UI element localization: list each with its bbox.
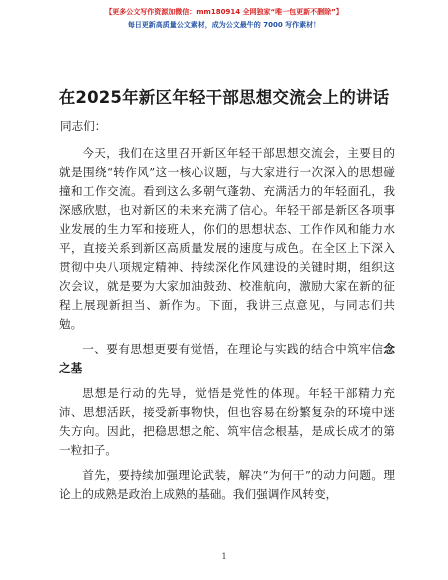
greeting: 同志们： xyxy=(60,119,107,133)
section-heading-1-bold: 念之基 xyxy=(59,342,395,375)
section-heading-1-text: 一、要有思想更要有觉悟，在理论与实践的结合中筑牢信 xyxy=(82,342,384,356)
document-body xyxy=(59,111,395,504)
document-title: 在2025年新区年轻干部思想交流会上的讲话 xyxy=(58,88,390,107)
promo-line-2: 每日更新高质量公文素材，成为公文最牛的 7000 写作素材！ xyxy=(127,21,321,29)
promo-banner xyxy=(0,6,448,32)
section-heading-1 xyxy=(59,340,395,378)
paragraph-2: 思想是行动的先导，觉悟是党性的体现。年轻干部精力充沛、思想活跃，接受新事物快，但也容易在纷繁复杂的环境中迷失方向。因此，把稳思想之舵、筑牢信念根基，是成长成才的第一粒扣子。 xyxy=(59,386,395,457)
promo-line-1: 【更多公文写作资源加微信：mm180914 全网独家“唯一包更新不删除”】 xyxy=(105,8,343,16)
paragraph-3: 首先，要持续加强理论武装，解决“为何干”的动力问题。理论上的成熟是政治上成熟的基础。我们强调作风转变， xyxy=(59,468,395,501)
page-number: 1 xyxy=(221,552,227,561)
paragraph-intro: 今天，我们在这里召开新区年轻干部思想交流会，主要目的就是围绕“转作风”这一核心议题，与大家进行一次深入的思想碰撞和工作交流。看到这么多朝气蓬勃、充满活力的年轻面孔，我深感欣慰，也对新区的未来充满了信心。年轻干部是新区各项事业发展的生力军和接班人，你们的思想状态、工作作风和能力水平，直接关系到新区高质量发展的速度与成色。在全区上下深入贯彻中央八项规定精神、持续深化作风建设的关键时期，组织这次会议，就是要为大家加油鼓劲、校准航向，激励大家在新的征程上展现新担当、新作为。下面，我讲三点意见，与同志们共勉。 xyxy=(59,146,395,331)
